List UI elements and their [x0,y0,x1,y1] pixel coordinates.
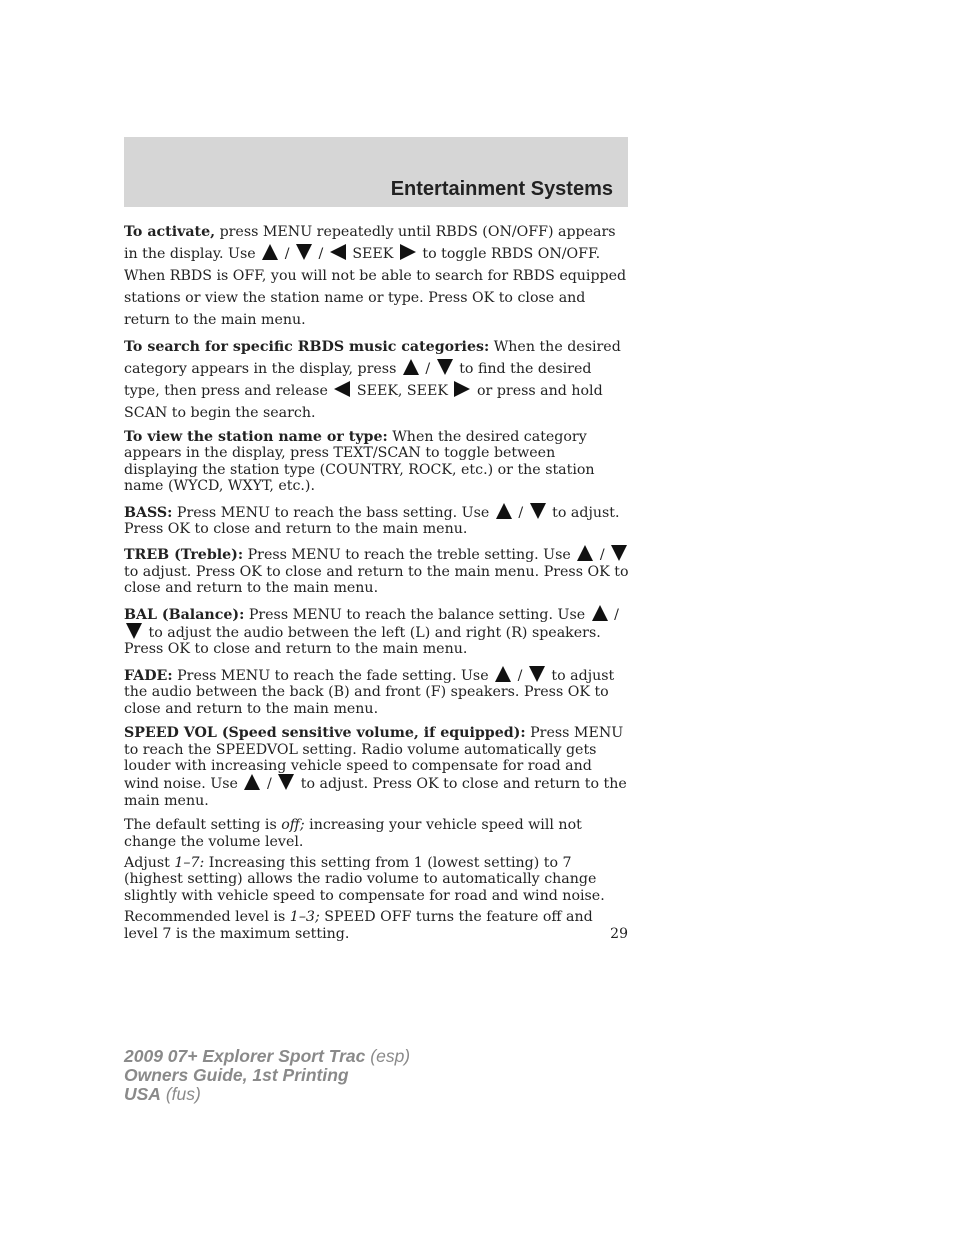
text: increasing your vehicle speed will not change the volume level. [124,817,582,850]
text: Recommended level is [124,909,290,926]
paragraph-recommended [124,909,630,942]
footer-line-1 [124,1047,410,1066]
paragraph-treb [124,545,630,596]
text: Adjust [124,854,175,871]
section-header-band [124,137,628,207]
separator: / [595,547,610,564]
arrow-up-icon [496,503,512,519]
footer-market: USA [124,1084,161,1104]
seek-right-icon [400,244,416,260]
footer-market-code: (fus) [160,1084,201,1104]
text: Press MENU to reach the balance setting. Use [244,606,590,623]
lead-bal: BAL (Balance): [124,606,245,623]
page-number: 29 [610,926,628,942]
emphasis: off; [281,817,305,834]
arrow-down-icon [437,359,453,375]
text: to adjust. Press OK to close and return to the main menu. [124,504,620,538]
footer-model-code: (esp) [365,1046,411,1066]
arrow-down-icon [529,666,545,682]
text: Press MENU to reach the treble setting. Use [243,547,576,564]
arrow-down-icon [611,545,627,561]
arrow-down-icon [530,503,546,519]
arrow-down-icon [126,623,142,639]
separator: / [262,776,277,793]
lead-bass: BASS: [124,504,173,521]
text: Press MENU to reach the bass setting. Use [172,504,494,521]
lead-fade: FADE: [124,667,173,684]
lead-speedvol: SPEED VOL (Speed sensitive volume, if equipped): [124,725,526,742]
arrow-up-icon [592,605,608,621]
text: press MENU repeatedly until RBDS (ON/OFF) appears in the display. Use [124,224,616,262]
text: SPEED OFF turns the feature off and level 7 is the maximum setting. [124,909,593,942]
text: to adjust the audio between the left (L) and right (R) speakers. Press OK to close and return to the main menu. [124,625,601,658]
text: Press MENU to reach the SPEEDVOL setting. Radio volume automatically gets louder with increasing vehicle speed to compensate for road and wind noise. Use [124,725,624,793]
arrow-up-icon [262,244,278,260]
text: to toggle RBDS ON/OFF. When RBDS is OFF, you will not be able to search for RBDS equipped stations or view the station name or type. Press OK to close and return to the main menu. [124,246,627,328]
arrow-down-icon [278,774,294,790]
separator: / [314,246,328,262]
section-title: Entertainment Systems [390,178,613,200]
paragraph-speedvol [124,725,630,809]
seek-label: SEEK [347,246,398,262]
paragraph-default [124,817,630,850]
text: When the desired category appears in the display, press TEXT/SCAN to toggle between displaying the station type (COUNTRY, ROCK, etc.) or the station name (WYCD, WXYT, etc.). [124,429,595,495]
arrow-up-icon [244,774,260,790]
lead-view: To view the station name or type: [124,429,388,445]
paragraph-bal [124,605,630,658]
lead-search: To search for specific RBDS music categories: [124,339,490,355]
text: to adjust the audio between the back (B) and front (F) speakers. Press OK to close and return to the main menu. [124,667,615,717]
text: to adjust. Press OK to close and return to the main menu. [124,776,627,809]
footer-line-2 [124,1066,410,1085]
paragraph-view [124,429,630,495]
page-content [124,221,630,947]
document-footer [124,1047,410,1104]
paragraph-activate [124,221,630,331]
seek-left-icon [330,244,346,260]
lead-treb: TREB (Treble): [124,547,244,564]
emphasis: 1–7: [174,854,205,871]
arrow-up-icon [577,545,593,561]
footer-guide: Owners Guide, 1st Printing [124,1065,349,1085]
text: The default setting is [124,817,282,834]
separator: / [280,246,295,262]
paragraph-fade [124,666,630,717]
text: When the desired category appears in the display, press [124,339,621,377]
paragraph-adjust [124,855,630,904]
lead-activate: To activate, [124,224,216,240]
arrow-down-icon [296,244,312,260]
paragraph-bass [124,503,630,538]
text: or press and hold SCAN to begin the search. [124,383,603,421]
separator: / [609,606,619,623]
separator: / [513,504,528,521]
separator: / [420,361,435,377]
seek-label: SEEK, SEEK [352,383,453,399]
emphasis: 1–3; [289,909,320,926]
seek-right-icon [454,381,470,397]
text: Increasing this setting from 1 (lowest setting) to 7 (highest setting) allows the radio volume to automatically change slightly with vehicle speed to compensate for road and wind noise. [124,854,605,904]
text: to adjust. Press OK to close and return to the main menu. Press OK to close and return to the main menu. [124,563,629,597]
footer-line-3 [124,1085,410,1104]
text: to find the desired type, then press and release [124,361,592,399]
seek-left-icon [334,381,350,397]
arrow-up-icon [403,359,419,375]
paragraph-search [124,336,630,424]
text: Press MENU to reach the fade setting. Use [172,667,494,684]
arrow-up-icon [495,666,511,682]
footer-model: 2009 07+ Explorer Sport Trac [124,1046,366,1066]
separator: / [513,667,527,684]
